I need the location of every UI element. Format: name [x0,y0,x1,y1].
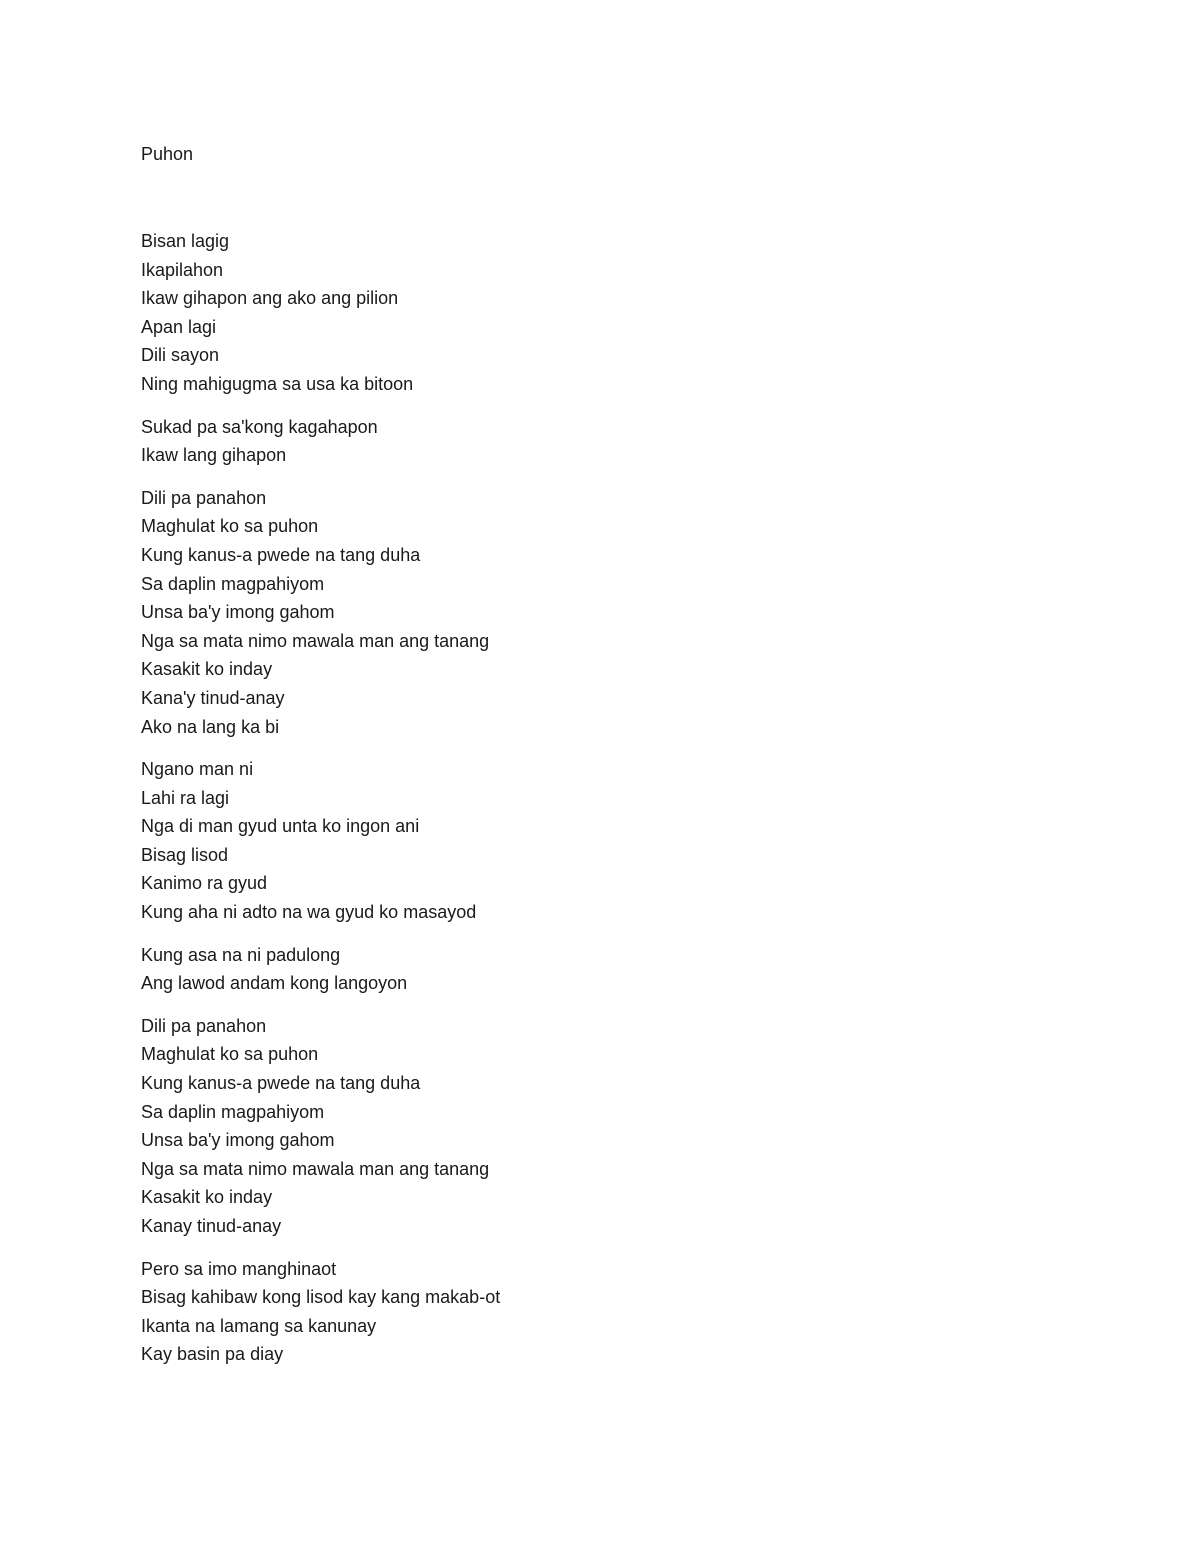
lyric-line: Ang lawod andam kong langoyon [141,973,408,994]
lyric-line: Kung kanus-a pwede na tang duha [141,544,421,565]
lyric-line: Sukad pa sa'kong kagahapon [141,416,378,437]
lyric-line: Maghulat ko sa puhon [141,516,319,537]
lyric-line: Sa daplin magpahiyom [141,1101,325,1122]
lyric-line: Kung kanus-a pwede na tang duha [141,1073,421,1094]
lyric-line: Nga di man gyud unta ko ingon ani [141,816,420,837]
stanza [141,413,1041,470]
stanza [141,941,1041,998]
lyric-line: Dili pa panahon [141,487,267,508]
stanza [141,484,1041,741]
lyric-line: Kung asa na ni padulong [141,944,341,965]
lyric-line: Kasakit ko inday [141,1187,273,1208]
lyric-line: Nga sa mata nimo mawala man ang tanang [141,1158,490,1179]
lyric-line: Kasakit ko inday [141,659,273,680]
lyric-line: Nga sa mata nimo mawala man ang tanang [141,630,490,651]
lyric-line: Ning mahigugma sa usa ka bitoon [141,373,414,394]
document-body [141,140,1041,1383]
lyric-line: Bisag lisod [141,844,229,865]
lyric-line: Apan lagi [141,316,217,337]
lyric-line: Kanimo ra gyud [141,873,268,894]
lyric-line: Kay basin pa diay [141,1344,284,1365]
lyric-line: Ikaw gihapon ang ako ang pilion [141,288,399,309]
lyric-line: Pero sa imo manghinaot [141,1258,337,1279]
lyric-line: Kanay tinud-anay [141,1216,282,1236]
stanza [141,1012,1041,1241]
lyric-line: Sa daplin magpahiyom [141,573,325,594]
lyric-line: Ikapilahon [141,259,224,280]
stanza [141,755,1041,927]
lyric-line: Ngano man ni [141,759,254,780]
lyric-line: Kung aha ni adto na wa gyud ko masayod [141,902,477,923]
lyric-line: Unsa ba'y imong gahom [141,1130,335,1151]
stanza [141,227,1041,399]
lyric-line: Ako na lang ka bi [141,716,280,737]
page-title: Puhon [141,144,194,164]
lyric-line: Bisan lagig [141,231,230,251]
lyric-line: Dili sayon [141,345,220,366]
lyric-line: Bisag kahibaw kong lisod kay kang makab-ot [141,1287,501,1308]
lyric-line: Dili pa panahon [141,1015,267,1036]
lyric-line: Ikanta na lamang sa kanunay [141,1315,377,1336]
lyric-line: Kana'y tinud-anay [141,687,285,708]
lyric-line: Ikaw lang gihapon [141,445,287,466]
lyric-line: Unsa ba'y imong gahom [141,602,335,623]
lyrics [141,227,1041,1369]
stanza [141,1255,1041,1369]
lyric-line: Maghulat ko sa puhon [141,1044,319,1065]
lyric-line: Lahi ra lagi [141,787,230,808]
